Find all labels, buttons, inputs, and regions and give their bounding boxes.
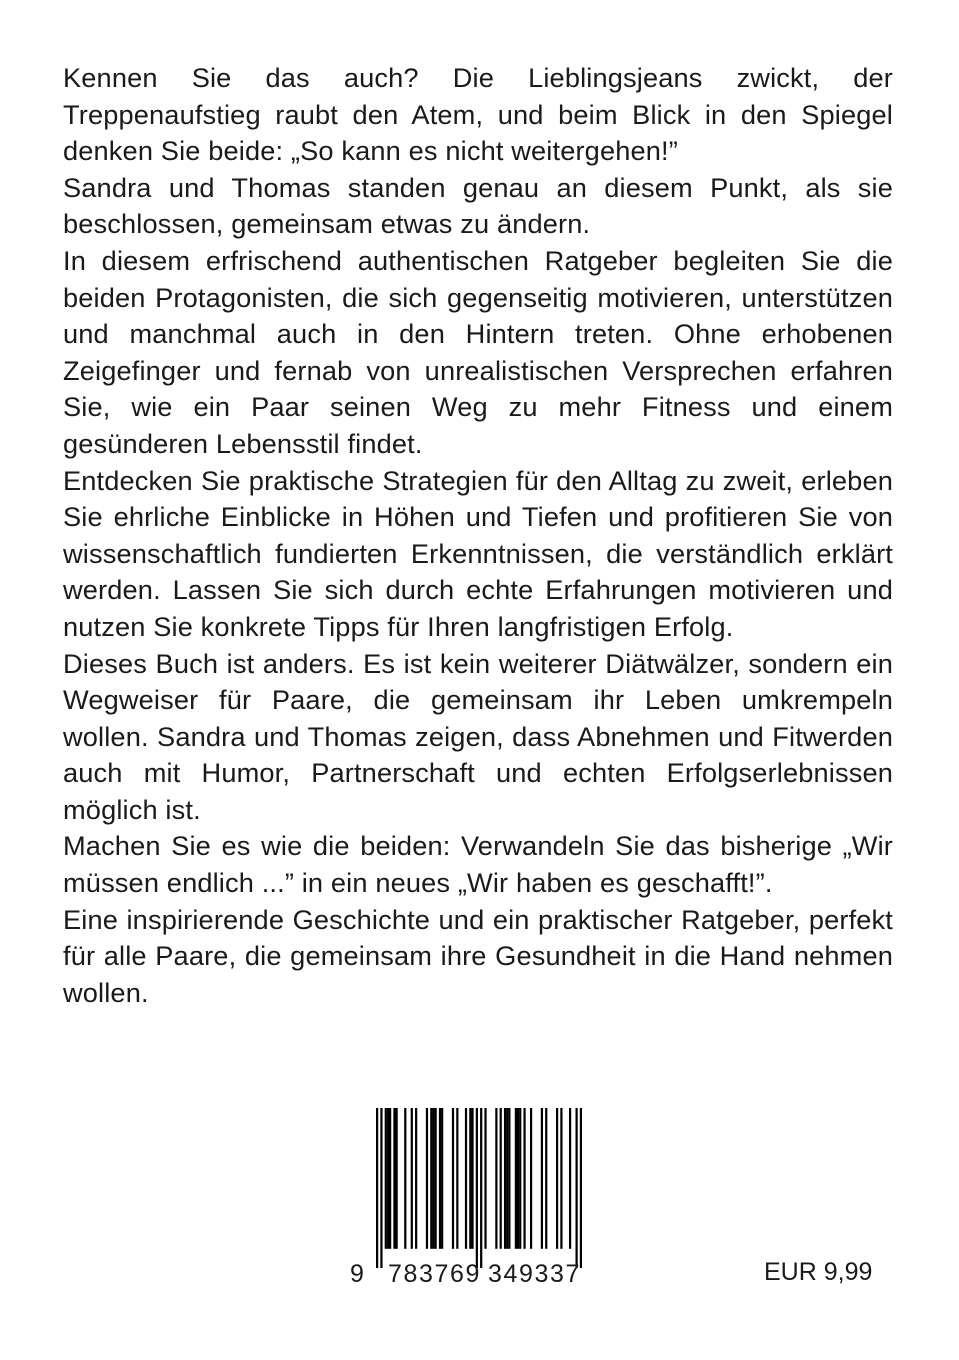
barcode-guard-bar xyxy=(480,1108,482,1268)
barcode-bar xyxy=(385,1108,387,1249)
blurb-paragraph-6: Machen Sie es wie die beiden: Verwandeln Sie das bisherige „Wir müssen endlich ...” in ein neues „Wir haben es geschafft!”. xyxy=(63,830,893,899)
barcode-bar xyxy=(426,1108,428,1249)
barcode-bar xyxy=(411,1108,413,1249)
blurb-paragraph-1: Kennen Sie das auch? Die Lieblingsjeans zwickt, der Treppenaufstieg raubt den Atem, und beim Blick in den Spiegel denken Sie beide: „So kann es nicht weitergehen!” xyxy=(63,62,893,167)
barcode-bar xyxy=(508,1108,510,1249)
barcode-bar xyxy=(506,1108,508,1249)
isbn-right-group: 349337 xyxy=(488,1260,582,1288)
blurb-paragraph-5: Dieses Buch ist anders. Es ist kein weiterer Diätwälzer, sondern ein Wegweiser für Paare, die gemeinsam ihr Leben umkrempeln wollen. Sandra und Thomas zeigen, dass Abnehmen und Fitwerden auch mit Humor, Partnerschaft und echten Erfolgserlebnissen möglich ist. xyxy=(63,647,893,825)
barcode-guard-bar xyxy=(380,1108,382,1268)
barcode-bar xyxy=(396,1108,398,1249)
barcode-bar xyxy=(415,1108,417,1249)
barcode-bar xyxy=(465,1108,467,1249)
barcode-bar xyxy=(389,1108,391,1249)
barcode-bar xyxy=(500,1108,502,1249)
isbn-left-group: 783769 xyxy=(388,1260,482,1288)
barcode-bar xyxy=(545,1108,547,1249)
blurb-paragraph-4: Entdecken Sie praktische Strategien für den Alltag zu zweit, erleben Sie ehrliche Einblicke in Höhen und Tiefen und profitieren Sie von wissenschaftlich fundierten Erkenntnissen, die verständlich erklärt werden. Lassen Sie sich durch echte Erfahrungen motivieren und nutzen Sie konkrete Tipps für Ihren langfristigen Erfolg. xyxy=(63,464,893,642)
barcode-bar xyxy=(519,1108,521,1249)
barcode-bar xyxy=(430,1108,432,1249)
blurb-paragraph-7: Eine inspirierende Geschichte und ein praktischer Ratgeber, perfekt für alle Paare, die gemeinsam ihre Gesundheit in die Hand nehmen wollen. xyxy=(63,903,893,1008)
barcode-bar xyxy=(541,1108,543,1249)
barcode-bar xyxy=(393,1108,395,1249)
barcode-bar xyxy=(560,1108,562,1249)
barcode-bar xyxy=(404,1108,406,1249)
barcode-guard-bar xyxy=(476,1108,478,1268)
barcode-guard-bar xyxy=(376,1108,378,1268)
barcode-bar xyxy=(530,1108,532,1249)
barcode-bar xyxy=(523,1108,525,1249)
blurb-paragraph-2: Sandra und Thomas standen genau an diesem Punkt, als sie beschlossen, gemeinsam etwas zu ändern. xyxy=(63,171,893,240)
barcode-bar xyxy=(556,1108,558,1249)
isbn-first-digit: 9 xyxy=(350,1260,364,1288)
barcode-bar xyxy=(456,1108,458,1249)
barcode-bar xyxy=(515,1108,517,1249)
barcode-bar xyxy=(469,1108,471,1249)
barcode-bar xyxy=(387,1108,389,1249)
isbn-barcode xyxy=(350,1108,590,1293)
price-label: EUR 9,99 xyxy=(764,1258,873,1286)
barcode-guard-bar xyxy=(580,1108,582,1268)
barcode-bar xyxy=(439,1108,441,1249)
barcode-bar xyxy=(471,1108,473,1249)
barcode-guard-bar xyxy=(575,1108,577,1268)
barcode-bar xyxy=(517,1108,519,1249)
barcode-bar xyxy=(452,1108,454,1249)
back-cover-blurb xyxy=(63,60,893,1011)
barcode-bar xyxy=(504,1108,506,1249)
barcode-bar xyxy=(432,1108,434,1249)
barcode-bars xyxy=(376,1108,582,1268)
barcode-bar xyxy=(441,1108,443,1249)
barcode-bar xyxy=(569,1108,571,1249)
blurb-paragraph-3: In diesem erfrischend authentischen Ratgeber begleiten Sie die beiden Protagonisten, die sich gegenseitig motivieren, unterstützen und manchmal auch in den Hintern treten. Ohne erhobenen Zeigefinger und fernab von unrealistischen Versprechen erfahren Sie, wie ein Paar seinen Weg zu mehr Fitness und einem gesünderen Lebensstil findet. xyxy=(63,244,893,459)
barcode-bar xyxy=(435,1108,437,1249)
barcode-bar xyxy=(495,1108,497,1249)
barcode-bar xyxy=(484,1108,486,1249)
